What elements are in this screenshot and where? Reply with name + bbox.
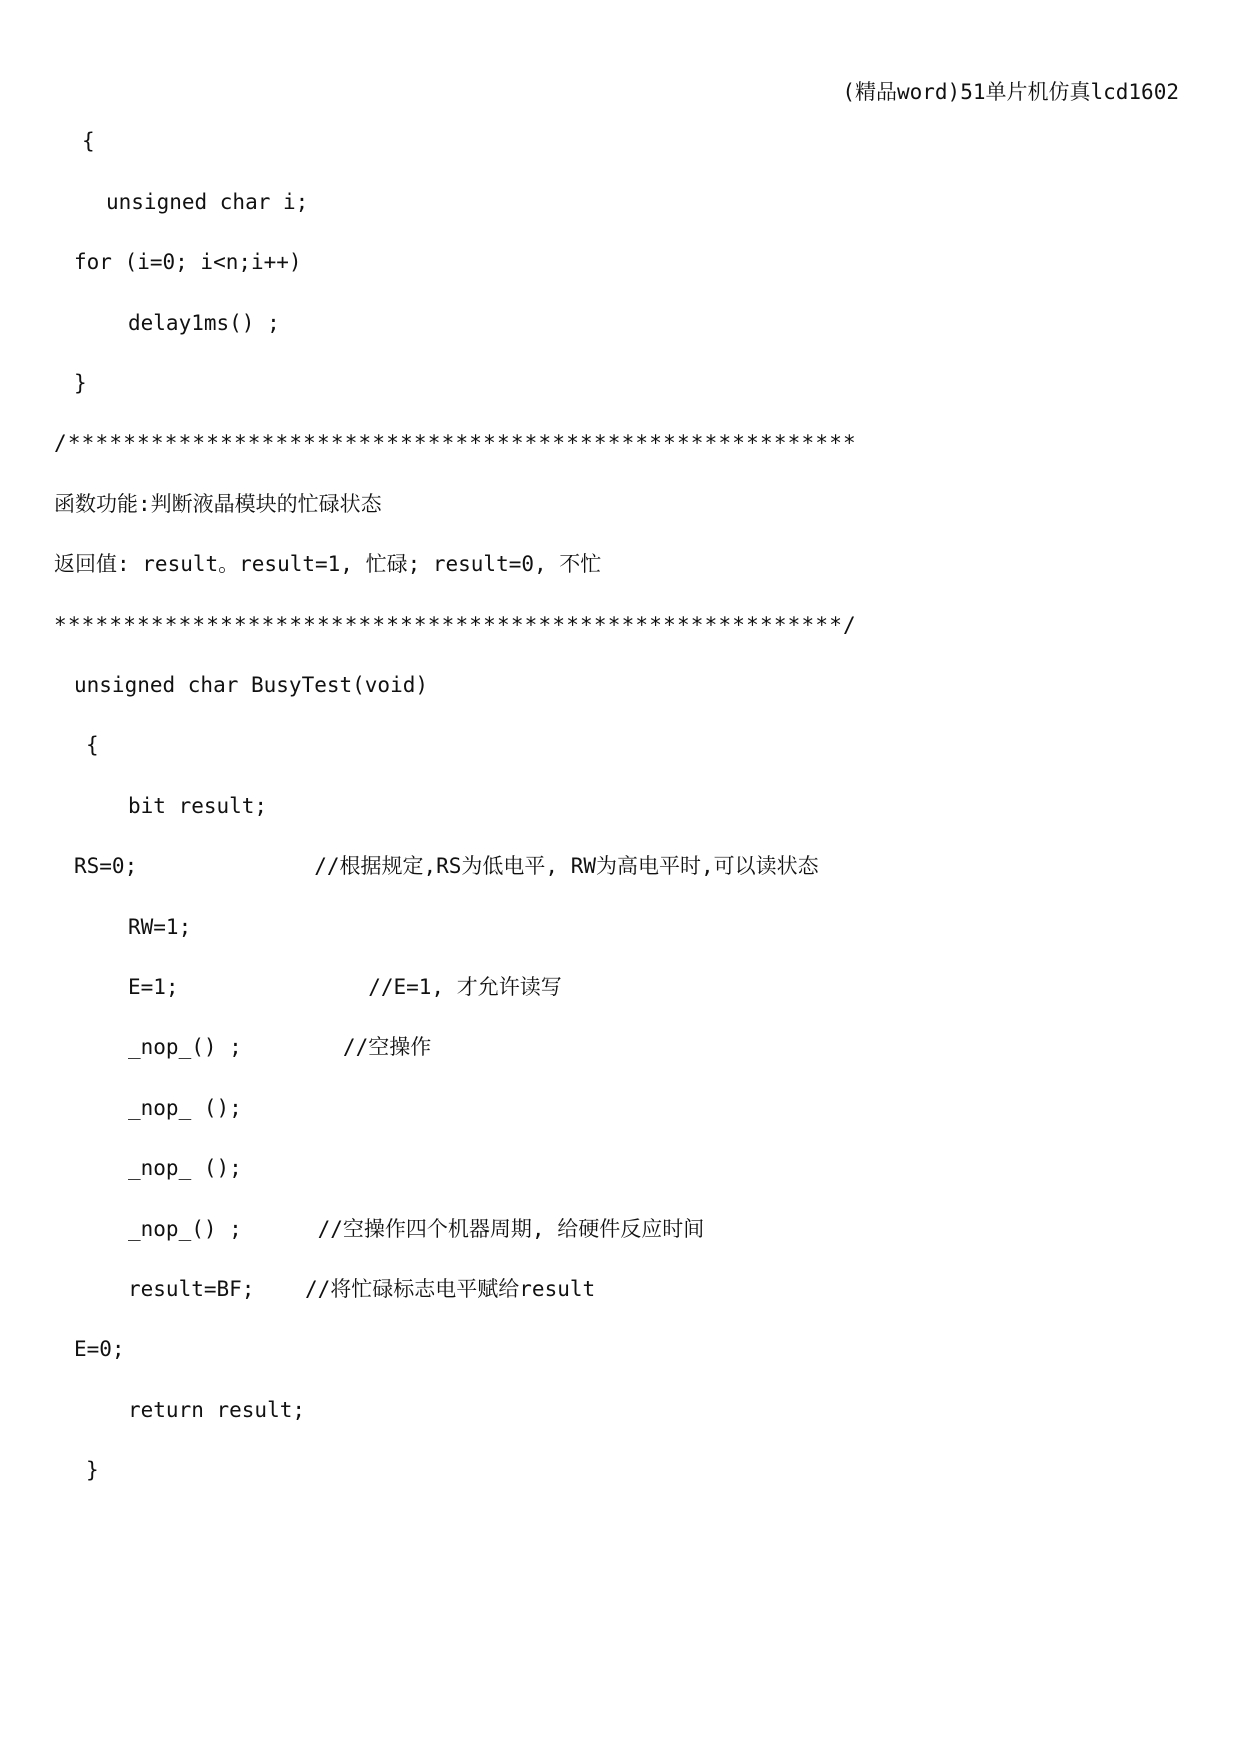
code-line-7: 函数功能:判断液晶模块的忙碌状态 xyxy=(54,492,382,516)
code-line-22: return result; xyxy=(128,1398,306,1422)
code-line-4: delay1ms() ; xyxy=(128,311,280,335)
code-line-13: RS=0; //根据规定,RS为低电平, RW为高电平时,可以读状态 xyxy=(74,854,819,878)
code-line-1: { xyxy=(82,129,95,153)
code-line-12: bit result; xyxy=(128,794,268,818)
code-line-17: _nop_ (); xyxy=(128,1096,242,1120)
page-header-title: (精品word)51单片机仿真lcd1602 xyxy=(842,80,1179,104)
code-line-23: } xyxy=(86,1458,99,1482)
code-line-16: _nop_() ; //空操作 xyxy=(128,1035,432,1059)
code-line-3: for (i=0; i<n;i++) xyxy=(74,250,302,274)
code-line-20: result=BF; //将忙碌标志电平赋给result xyxy=(128,1277,596,1301)
code-line-10: unsigned char BusyTest(void) xyxy=(74,673,429,697)
code-line-18: _nop_ (); xyxy=(128,1156,242,1180)
code-line-19: _nop_() ; //空操作四个机器周期, 给硬件反应时间 xyxy=(128,1217,705,1241)
code-line-9: *********************************************************/ xyxy=(54,613,857,637)
code-line-14: RW=1; xyxy=(128,915,192,939)
code-line-21: E=0; xyxy=(74,1337,125,1361)
code-line-5: } xyxy=(74,371,87,395)
code-line-15: E=1; //E=1, 才允许读写 xyxy=(128,975,562,999)
code-line-2: unsigned char i; xyxy=(106,190,309,214)
code-line-6: /********************************************************* xyxy=(54,431,857,455)
code-line-8: 返回值: result。result=1, 忙碌; result=0, 不忙 xyxy=(54,552,602,576)
code-line-11: { xyxy=(86,733,99,757)
